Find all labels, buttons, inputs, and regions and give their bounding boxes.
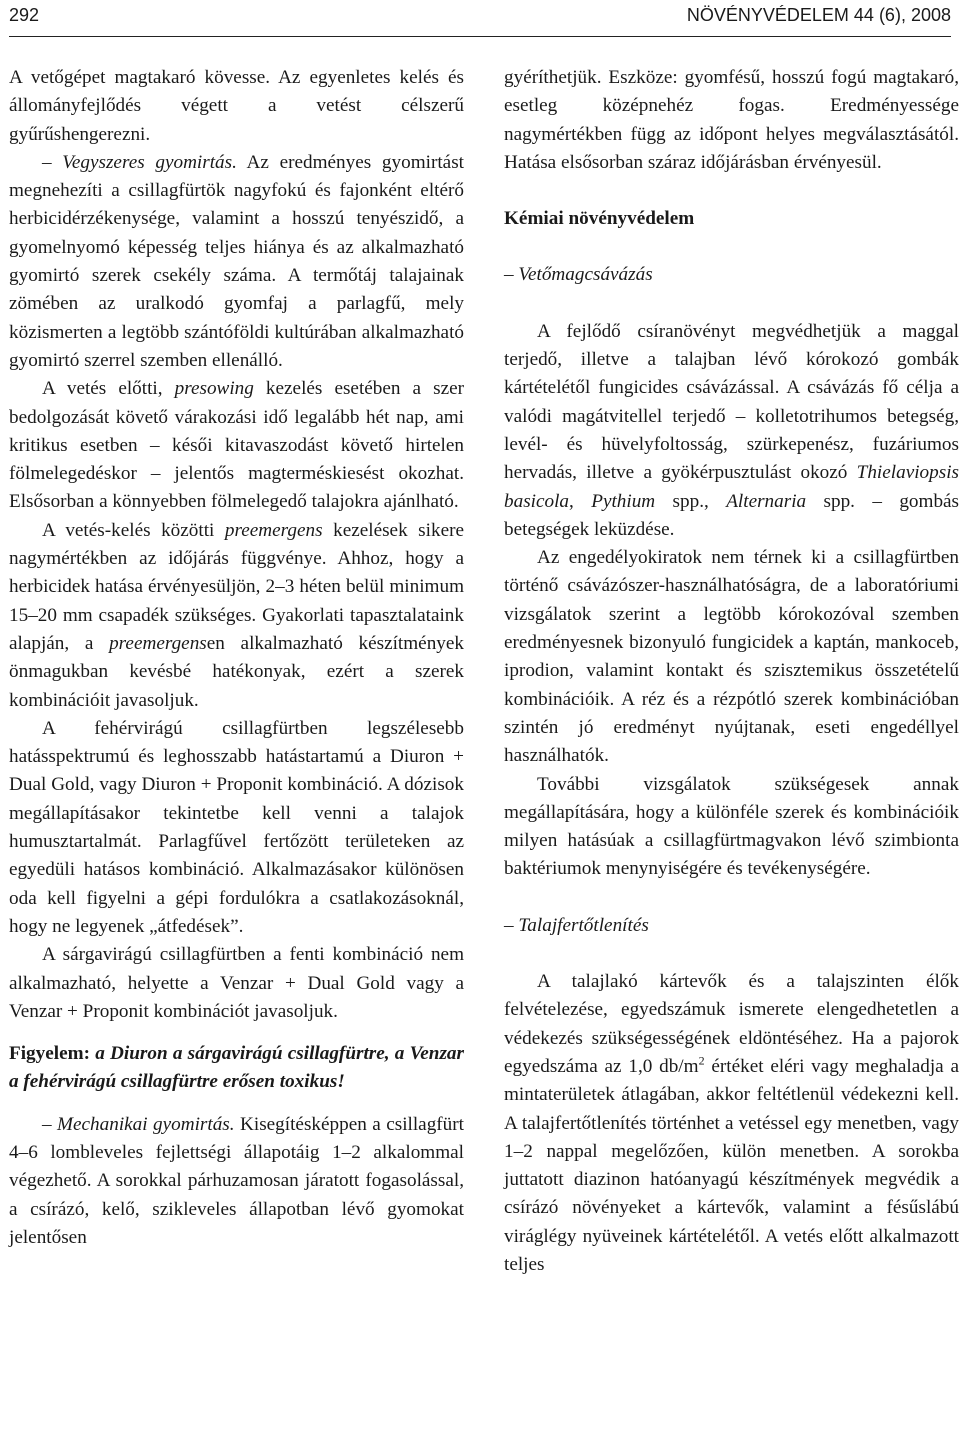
paragraph-sarga: A sárgavirágú csillagfürtben a fenti kombináció nem alkalmazható, helyette a Venzar + Dual Gold vagy a Venzar + Proponit kombinációt javasoljuk. bbox=[9, 944, 464, 1022]
paragraph: A vetőgépet magtakaró kövesse. Az egyenletes kelés és állományfejlődés végett a vetést célszerű gyűrűshengerezni. bbox=[9, 67, 464, 145]
subheading-vetomagcsavazas: – Vetőmagcsávázás bbox=[504, 264, 653, 286]
paragraph-presowing: A vetés előtti, presowing kezelés esetében a szer bedolgozását követő várakozási idő legalább hét nap, ami kritikus esetben – késői kitavaszodást követő hirtelen fölmelegedéskor – jelentős magterméskiesést okozhat. Elsősorban a könnyebben fölmelegedő talajokra ajánlható. bbox=[9, 378, 465, 513]
subheading-vegyszeres: – Vegyszeres gyomirtás. bbox=[42, 151, 237, 173]
paragraph: gyéríthetjük. Eszköze: gyomfésű, hosszú fogú magtakaró, esetleg középnehéz fogas. Eredményessége nagymértékben függ az időpont helyes megválasztásától. Hatása elsősorban száraz időjárásban érvényesül. bbox=[504, 67, 959, 173]
paragraph-engedely: Az engedélyokiratok nem térnek ki a csillagfürtben történő csávázószer-használhatóságra, de a laboratóriumi vizsgálatok szerint a legtöbb kórokozóval szemben eredményesnek bizonyuló fungicidek a kaptán, mankoceb, iprodion, valamint kontakt és szisztemikus összetételű kombinációik. A réz és a rézpótló szerek kombinációban szintén jó eredményt nyújtanak, eseti engedéllyel használhatók. bbox=[504, 547, 959, 767]
subheading-mechanikai: – Mechanikai gyomirtás. bbox=[42, 1113, 235, 1135]
paragraph-mechanikai: – Mechanikai gyomirtás. Kisegítésképpen a csillagfürt 4–6 lombleveles fejlettségi állapotáig 1–2 alkalommal végezhető. A sorokkal párhuzamosan járatott fogasolással, a csírázó, kelő, szikleveles állapotban lévő gyomokat jelentősen bbox=[9, 1113, 464, 1248]
paragraph-tovabbi: További vizsgálatok szükségesek annak megállapítására, hogy a különféle szerek és kombinációik milyen hatásúak a csillagfürtmagvakon lévő szimbionta baktériumok menynyiségére és tevékenységére. bbox=[504, 773, 959, 880]
paragraph-preemergens: A vetés-kelés közötti preemergens kezelések sikere nagymértékben az időjárás függvénye. Ahhoz, hogy a herbicidek hatása érvényesüljön, 2–3 héten belül minimum 15–20 mm csapadék szükséges. Gyakorlati tapasztalataink alapján, a preemergensen alkalmazható készítmények önmagukban kevésbé hatékonyak, ezért a szerek kombinációit javasoljuk. bbox=[9, 519, 465, 711]
left-column bbox=[9, 64, 464, 1252]
right-column bbox=[504, 64, 959, 1279]
section-heading: Kémiai növényvédelem bbox=[504, 208, 695, 230]
paragraph-talaj: A talajlakó kártevők és a talajszinten élők felvételezése, egyedszámuk ismerete elengedhetetlen a védekezés szükségességének eldöntéséhez. Ha a pajorok egyedszáma az 1,0 $db/m^2$ értéket eléri vagy meghaladja a mintaterületek átlagában, akkor feltétlenül védekezni kell. A talajfertőtlenítés történhet a vetéssel egy menetben, vagy 1–2 nappal megelőzően, külön menetben. A sorokba juttatott diazinon hatóanyagú készítmények megvédik a csírázó növényeket a kártevők, valamint a fésűslábú viráglégy nyüveinek kártételétől. A vetés előtt alkalmazott teljes bbox=[504, 971, 959, 1275]
paragraph-feher: A fehérvirágú csillagfürtben legszélesebb hatásspektrumú és leghosszabb hatástartamú a Diuron + Dual Gold, vagy Diuron + Proponit kombináció. A dózisok megállapításakor tekintetbe kell venni a talajok humusztartalmát. Parlagfűvel fertőzött területeken az egyedüli hatásos kombináció. Alkalmazásakor különösen oda kell figyelni a gépi fordulókra a csatlakozásoknál, hogy ne legyenek „átfedések”. bbox=[9, 717, 464, 937]
journal-citation: NÖVÉNYVÉDELEM 44 (6), 2008 bbox=[686, 5, 951, 25]
running-header bbox=[9, 0, 951, 37]
subheading-talajfertotlenites: – Talajfertőtlenítés bbox=[504, 914, 649, 936]
paragraph-vegyszeres: – Vegyszeres gyomirtás. Az eredményes gyomirtást megnehezíti a csillagfürtök nagyfokú és fajonként eltérő herbicidérzékenysége, valamint a hosszú tenyészidő, a gyomelnyomó képesség teljes hiánya és az alkalmazható gyomirtó szerek csekély száma. A termőtáj talajainak zömében az uralkodó gyomfaj a parlagfű, mely közismerten a legtöbb szántóföldi kultúrában alkalmazható gyomirtó szerrel szemben ellenálló. bbox=[9, 151, 464, 371]
paragraph-csavazas: A fejlődő csíranövényt megvédhetjük a maggal terjedő, illetve a talajban lévő kórokozó gombák kártételétől fungicides csávázással. A csávázás fő célja a valódi magátvitellel terjedő – kolletotrihumos betegség, levél- és hüvelyfoltosság, szürkepenész, fuzáriumos hervadás, illetve a gyökérpusztulást okozó Thielaviopsis basicola, Pythium spp., Alternaria spp. – gombás betegségek leküzdése. bbox=[504, 320, 960, 540]
page-number: 292 bbox=[9, 5, 40, 25]
warning-note: Figyelem: a Diuron a sárgavirágú csillagfürtre, a Venzar a fehérvirágú csillagfürtre erősen toxikus! bbox=[9, 1043, 464, 1093]
